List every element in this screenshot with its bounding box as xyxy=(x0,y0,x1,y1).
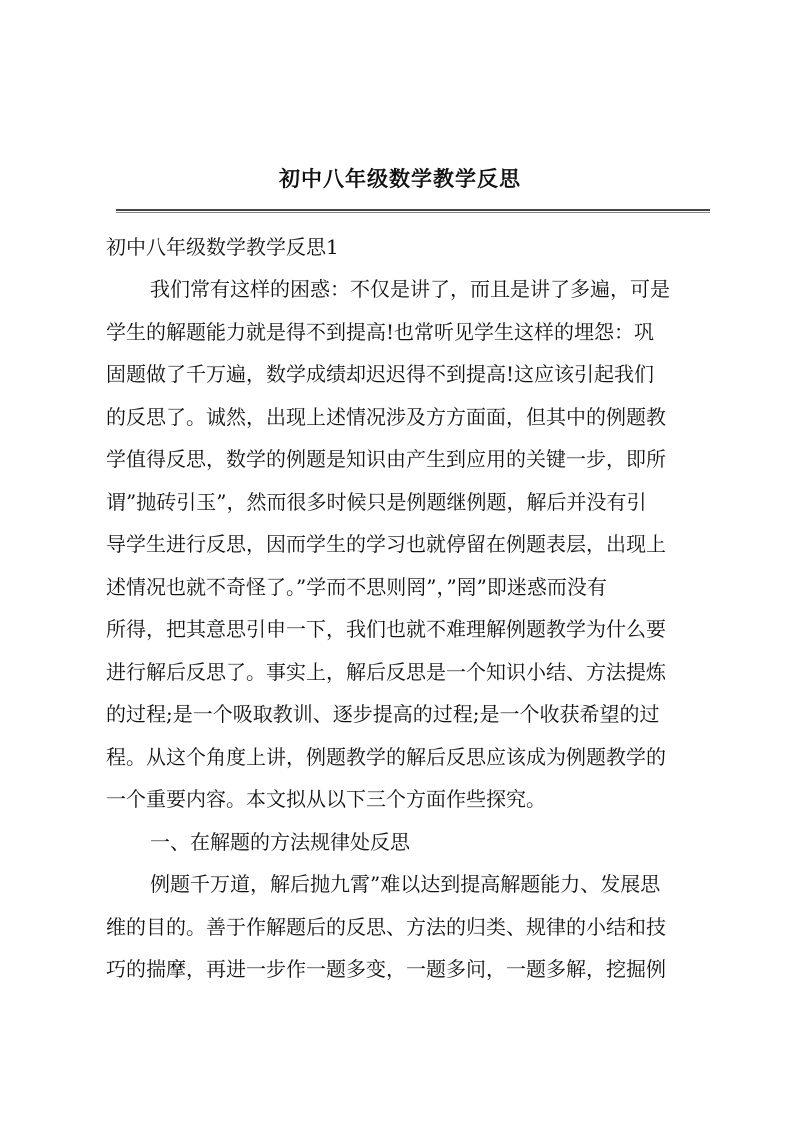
paragraph-line: 述情况也就不奇怪了。”学而不思则罔”，”罔”即迷惑而没有 xyxy=(106,575,607,599)
paragraph-line: 进行解后反思了。事实上，解后反思是一个知识小结、方法提炼 xyxy=(106,660,666,684)
paragraph-line: 维的目的。善于作解题后的反思、方法的归类、规律的小结和技 xyxy=(106,915,666,939)
paragraph-line: 我们常有这样的困惑：不仅是讲了，而且是讲了多遍，可是 xyxy=(150,277,670,301)
paragraph-line: 一个重要内容。本文拟从以下三个方面作些探究。 xyxy=(106,787,546,811)
paragraph-line: 所得，把其意思引申一下，我们也就不难理解例题教学为什么要 xyxy=(106,617,666,641)
paragraph-line: 程。从这个角度上讲，例题教学的解后反思应该成为例题教学的 xyxy=(106,745,666,769)
paragraph-line: 学值得反思，数学的例题是知识由产生到应用的关键一步，即所 xyxy=(106,447,666,471)
paragraph-line: 导学生进行反思，因而学生的学习也就停留在例题表层，出现上 xyxy=(106,532,666,556)
paragraph-line: 固题做了千万遍，数学成绩却迟迟得不到提高!这应该引起我们 xyxy=(106,362,655,386)
paragraph-line: 学生的解题能力就是得不到提高!也常听见学生这样的埋怨：巩 xyxy=(106,320,655,344)
paragraph-line: 巧的揣摩，再进一步作一题多变，一题多问，一题多解，挖掘例 xyxy=(106,957,666,981)
paragraph-line: 谓”抛砖引玉”，然而很多时候只是例题继例题，解后并没有引 xyxy=(106,490,647,514)
subsection-heading: 一、在解题的方法规律处反思 xyxy=(150,830,410,854)
document-title: 初中八年级数学教学反思 xyxy=(279,166,521,191)
paragraph-line: 例题千万道，解后抛九霄”难以达到提高解题能力、发展思 xyxy=(150,872,661,896)
paragraph-line: 的反思了。诚然，出现上述情况涉及方方面面，但其中的例题教 xyxy=(106,405,666,429)
paragraph-line: 的过程;是一个吸取教训、逐步提高的过程;是一个收获希望的过 xyxy=(106,702,660,726)
section-heading: 初中八年级数学教学反思1 xyxy=(106,235,339,259)
title-divider xyxy=(116,209,710,213)
